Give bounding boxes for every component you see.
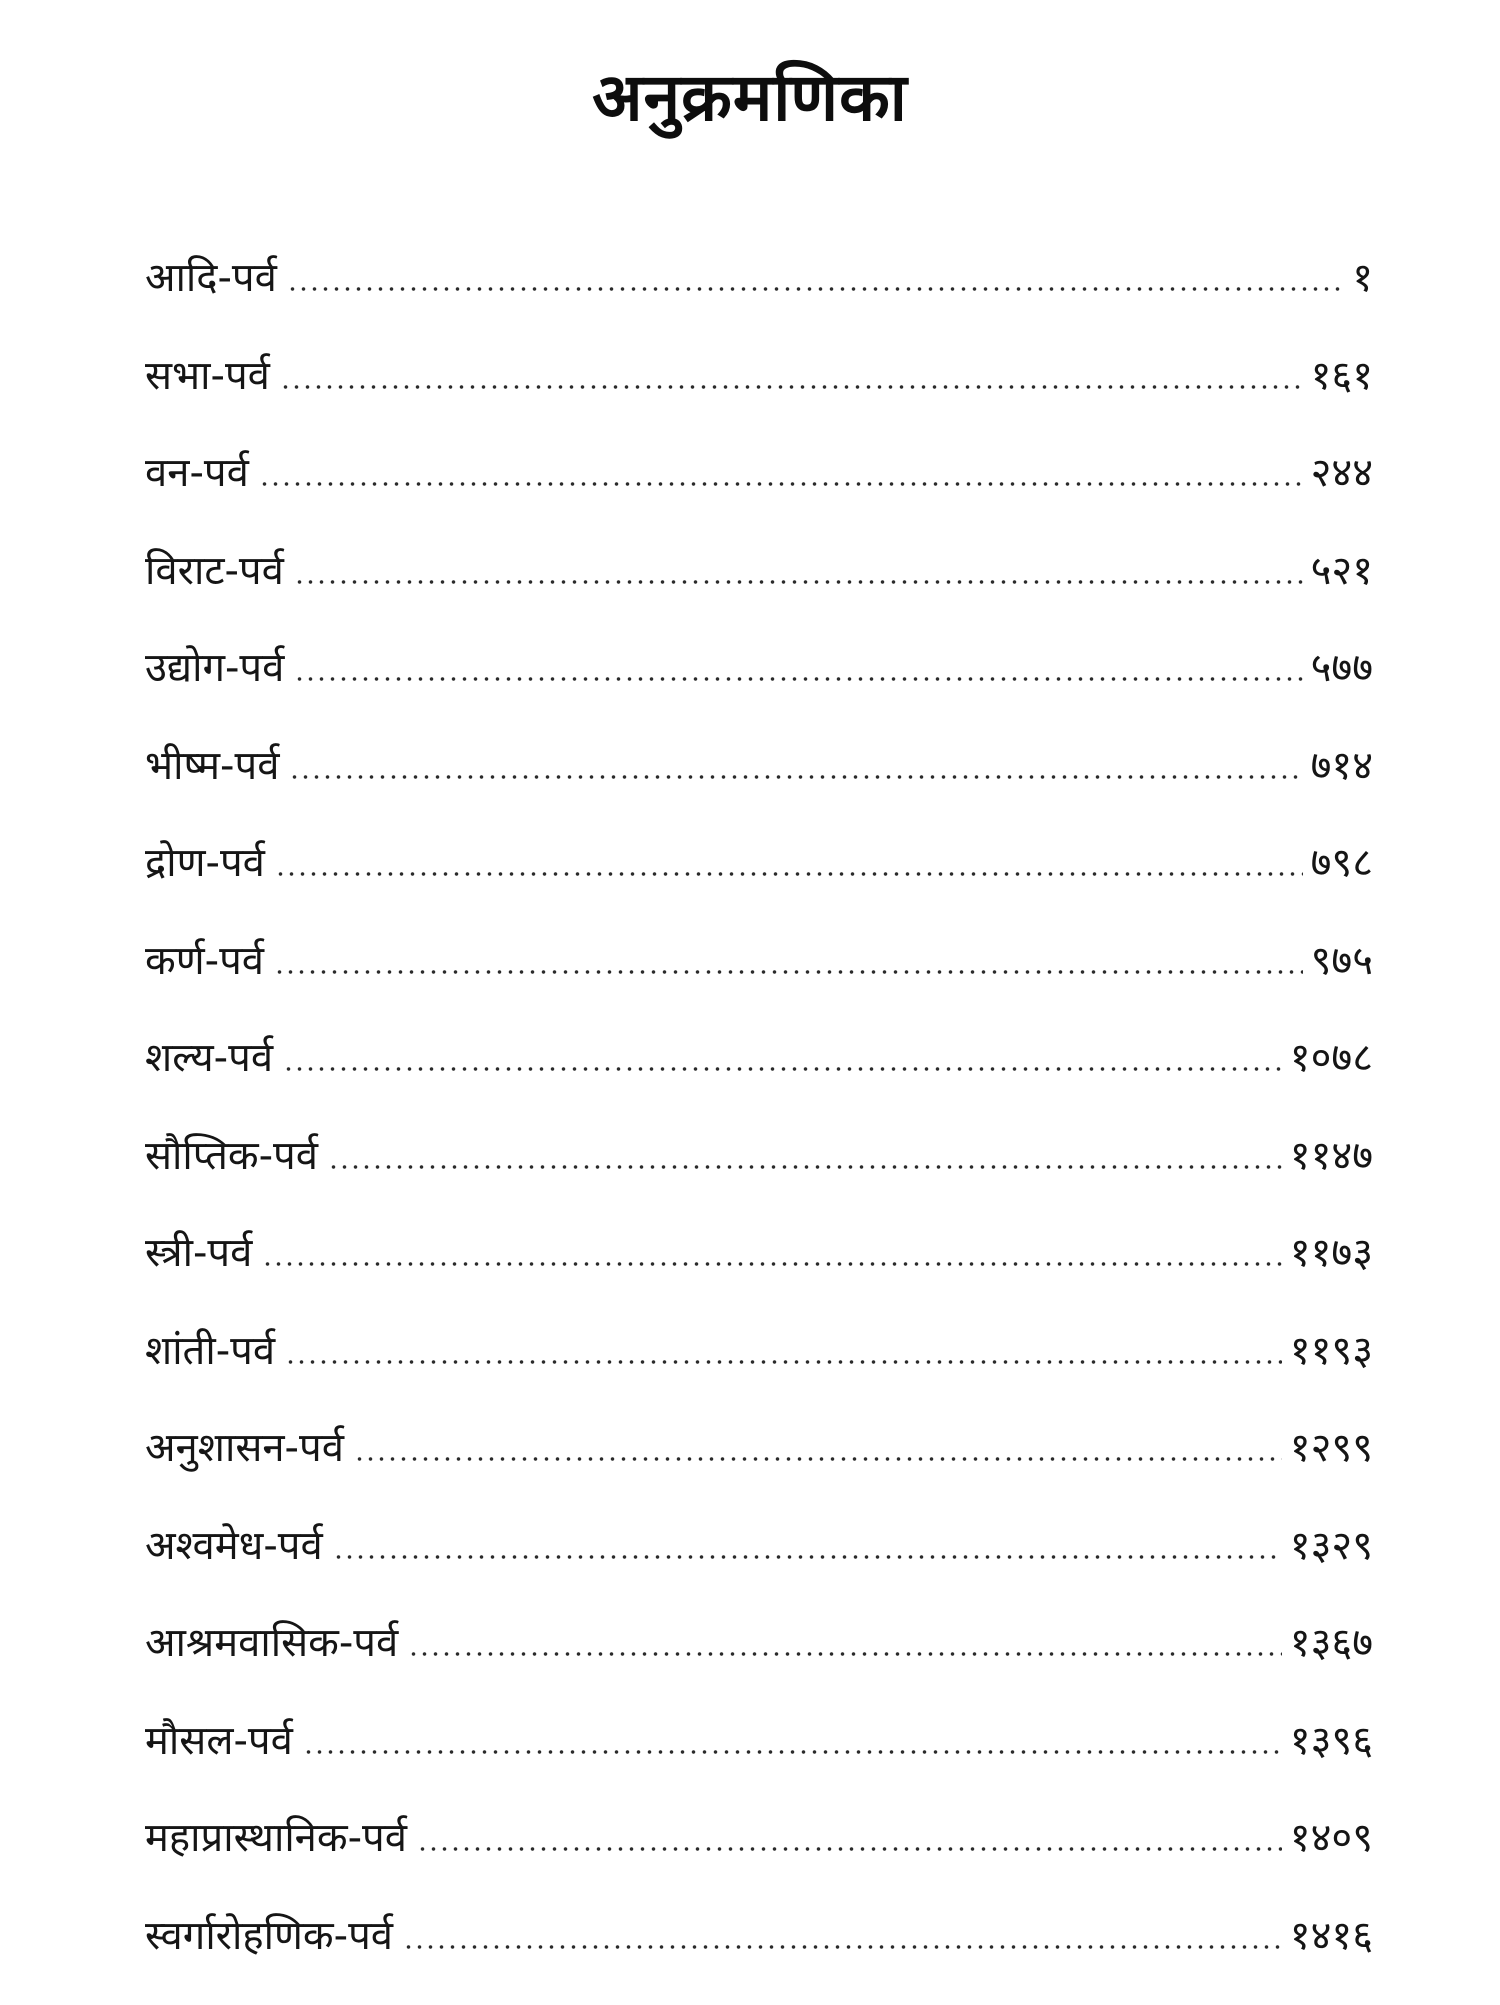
dot-leader — [287, 287, 1341, 291]
dot-leader — [417, 1847, 1282, 1851]
toc-entry-label: शल्य-पर्व — [145, 1030, 273, 1086]
toc-entry-page-number: ११९३ — [1290, 1323, 1373, 1379]
dot-leader — [289, 775, 1302, 779]
toc-entry[interactable] — [145, 250, 1373, 348]
dot-leader — [285, 1360, 1282, 1364]
page-title: अनुक्रमणिका — [0, 58, 1500, 138]
toc-entry-label: भीष्म-पर्व — [145, 738, 279, 794]
toc-entry[interactable] — [145, 348, 1373, 446]
toc-entry-page-number: १४०९ — [1290, 1810, 1373, 1866]
toc-entry-label: द्रोण-पर्व — [145, 835, 265, 891]
dot-leader — [354, 1457, 1282, 1461]
toc-entry-page-number: ९७५ — [1311, 933, 1373, 989]
toc-entry-page-number: १ — [1349, 250, 1373, 306]
toc-entry[interactable] — [145, 445, 1373, 543]
toc-entry-page-number: ७१४ — [1311, 738, 1373, 794]
toc-entry-label: आदि-पर्व — [145, 250, 277, 306]
toc-entry-page-number: १२९९ — [1290, 1420, 1373, 1476]
toc-entry-page-number: १३२९ — [1290, 1518, 1373, 1574]
toc-entry[interactable] — [145, 640, 1373, 738]
toc-entry-page-number: १३६७ — [1290, 1615, 1373, 1671]
toc-entry-page-number: ११४७ — [1290, 1128, 1373, 1184]
toc-entry-label: सभा-पर्व — [145, 348, 270, 404]
toc-entry-label: अनुशासन-पर्व — [145, 1420, 344, 1476]
toc-entry-page-number: ११७३ — [1290, 1225, 1373, 1281]
toc-entry-page-number: ५२१ — [1311, 543, 1373, 599]
dot-leader — [403, 1945, 1282, 1949]
toc-entry-label: अश्वमेध-पर्व — [145, 1518, 323, 1574]
toc-entry[interactable] — [145, 1225, 1373, 1323]
toc-entry[interactable] — [145, 1615, 1373, 1713]
toc-entry-page-number: ५७७ — [1311, 640, 1373, 696]
toc-entry-page-number: १४१६ — [1290, 1908, 1373, 1964]
toc-entry-page-number: २४४ — [1311, 445, 1373, 501]
dot-leader — [280, 385, 1303, 389]
toc-entry-label: सौप्तिक-पर्व — [145, 1128, 318, 1184]
dot-leader — [333, 1555, 1282, 1559]
toc-entry-label: महाप्रास्थानिक-पर्व — [145, 1810, 407, 1866]
dot-leader — [294, 580, 1303, 584]
toc-entry-page-number: १३९६ — [1290, 1713, 1373, 1769]
toc-entry[interactable] — [145, 1420, 1373, 1518]
toc-entry-page-number: ७९८ — [1311, 835, 1373, 891]
toc-entry[interactable] — [145, 1030, 1373, 1128]
dot-leader — [283, 1067, 1282, 1071]
table-of-contents — [145, 250, 1373, 2005]
toc-entry-label: कर्ण-पर्व — [145, 933, 264, 989]
dot-leader — [275, 872, 1303, 876]
toc-entry[interactable] — [145, 1518, 1373, 1616]
dot-leader — [274, 970, 1303, 974]
toc-entry-label: शांती-पर्व — [145, 1323, 275, 1379]
toc-entry-label: आश्रमवासिक-पर्व — [145, 1615, 398, 1671]
toc-entry-label: स्त्री-पर्व — [145, 1225, 252, 1281]
dot-leader — [303, 1750, 1282, 1754]
dot-leader — [408, 1652, 1282, 1656]
dot-leader — [262, 1262, 1281, 1266]
toc-entry[interactable] — [145, 1713, 1373, 1811]
toc-entry[interactable] — [145, 1810, 1373, 1908]
toc-entry[interactable] — [145, 1908, 1373, 2005]
dot-leader — [259, 482, 1303, 486]
toc-entry-label: विराट-पर्व — [145, 543, 284, 599]
toc-entry-label: वन-पर्व — [145, 445, 249, 501]
toc-entry[interactable] — [145, 835, 1373, 933]
toc-entry[interactable] — [145, 738, 1373, 836]
toc-entry[interactable] — [145, 1128, 1373, 1226]
dot-leader — [328, 1165, 1282, 1169]
toc-entry[interactable] — [145, 933, 1373, 1031]
toc-entry-page-number: १६१ — [1311, 348, 1373, 404]
toc-entry-page-number: १०७८ — [1290, 1030, 1373, 1086]
toc-entry[interactable] — [145, 1323, 1373, 1421]
dot-leader — [294, 677, 1302, 681]
toc-entry-label: मौसल-पर्व — [145, 1713, 293, 1769]
toc-entry[interactable] — [145, 543, 1373, 641]
toc-entry-label: स्वर्गारोहणिक-पर्व — [145, 1908, 393, 1964]
toc-entry-label: उद्योग-पर्व — [145, 640, 284, 696]
